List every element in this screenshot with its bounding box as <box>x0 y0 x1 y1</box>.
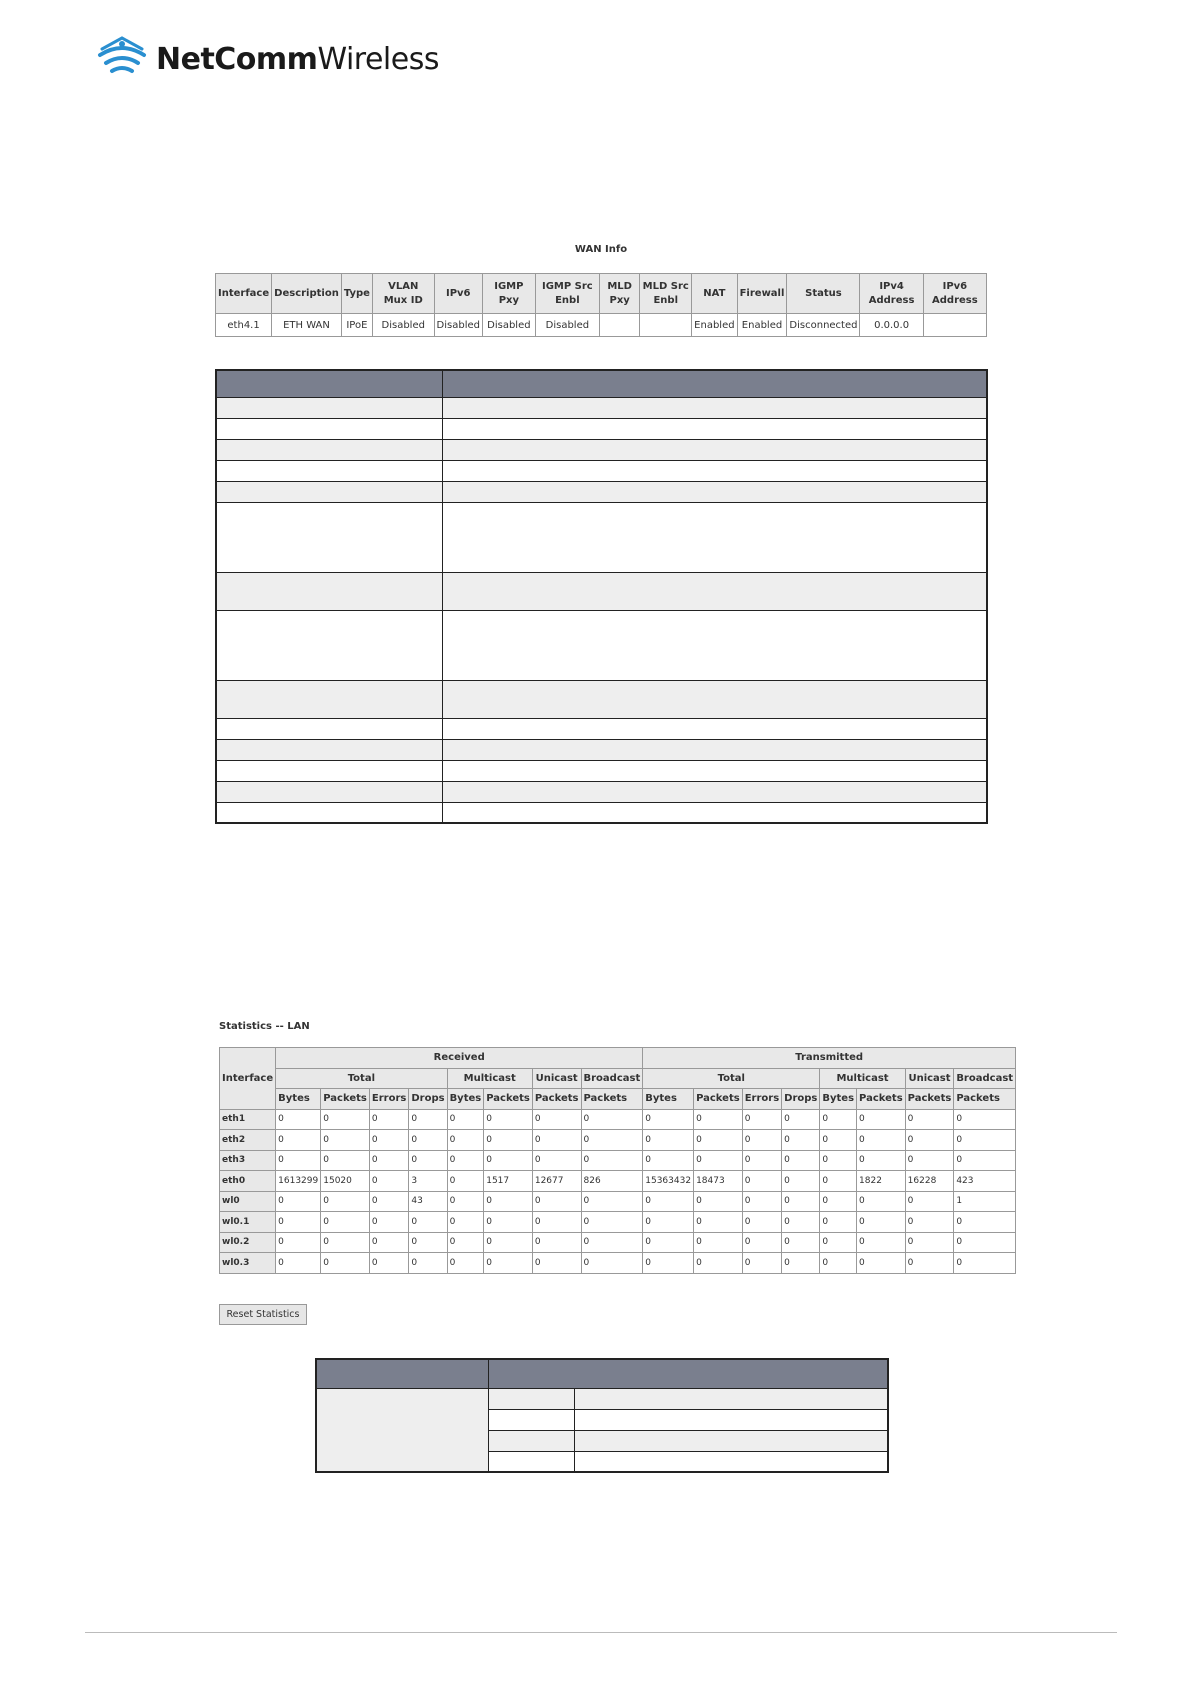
stats-cell: 0 <box>369 1253 408 1274</box>
stats-cell: 0 <box>694 1109 743 1130</box>
stats-cell: 0 <box>954 1130 1016 1151</box>
stats-col-header: Packets <box>905 1089 954 1110</box>
table-row <box>216 439 987 460</box>
table-row <box>220 1150 1016 1171</box>
stats-cell: 0 <box>532 1212 581 1233</box>
stats-cell: 0 <box>782 1232 820 1253</box>
stats-cell: 0 <box>905 1130 954 1151</box>
interface-name: wl0.1 <box>220 1212 276 1233</box>
rx-unicast-header: Unicast <box>532 1068 581 1089</box>
stats-cell: 0 <box>954 1253 1016 1274</box>
wan-cell: Disabled <box>372 314 434 337</box>
stats-cell: 0 <box>857 1191 906 1212</box>
statistics-lan-table <box>219 1047 1016 1274</box>
stats-cell: 1613299 <box>276 1171 321 1192</box>
stats-cell: 0 <box>782 1150 820 1171</box>
stats-cell: 0 <box>820 1191 857 1212</box>
statistics-field-table <box>315 1358 889 1473</box>
table-row <box>216 610 987 680</box>
stats-cell: 0 <box>532 1253 581 1274</box>
stats-cell: 0 <box>447 1150 484 1171</box>
stats-cell: 0 <box>447 1232 484 1253</box>
stats-cell: 0 <box>742 1130 781 1151</box>
stats-col-header: Bytes <box>276 1089 321 1110</box>
stats-cell: 0 <box>694 1150 743 1171</box>
stats-cell: 0 <box>532 1109 581 1130</box>
stats-cell: 0 <box>369 1212 408 1233</box>
stats-cell: 0 <box>581 1109 643 1130</box>
stats-cell: 0 <box>447 1191 484 1212</box>
tx-unicast-header: Unicast <box>905 1068 954 1089</box>
stats-cell: 0 <box>276 1253 321 1274</box>
table-row <box>216 760 987 781</box>
stats-cell: 0 <box>782 1253 820 1274</box>
stats-cell: 0 <box>409 1130 447 1151</box>
stats-col-header: Packets <box>532 1089 581 1110</box>
stats-cell: 0 <box>857 1253 906 1274</box>
stats-cell: 0 <box>321 1232 370 1253</box>
stats-cell: 0 <box>820 1109 857 1130</box>
stats-cell: 0 <box>643 1212 694 1233</box>
stats-cell: 0 <box>820 1171 857 1192</box>
table-header-row <box>316 1359 888 1388</box>
stats-cell: 0 <box>276 1232 321 1253</box>
wan-col-header: IPv4 Address <box>860 274 923 314</box>
stats-cell: 0 <box>369 1109 408 1130</box>
table-row <box>216 418 987 439</box>
stats-cell: 826 <box>581 1171 643 1192</box>
stats-cell: 0 <box>409 1150 447 1171</box>
table-row <box>216 802 987 823</box>
table-row <box>216 397 987 418</box>
stats-cell: 1 <box>954 1191 1016 1212</box>
table-row <box>220 1253 1016 1274</box>
stats-cell: 0 <box>369 1171 408 1192</box>
wan-col-header: Firewall <box>737 274 787 314</box>
stats-cell: 15020 <box>321 1171 370 1192</box>
stats-cell: 0 <box>321 1253 370 1274</box>
stats-cell: 0 <box>369 1191 408 1212</box>
stats-cell: 0 <box>276 1109 321 1130</box>
wan-col-header: MLD Src Enbl <box>640 274 692 314</box>
stats-cell: 0 <box>369 1130 408 1151</box>
stats-cell: 0 <box>643 1191 694 1212</box>
wan-cell: ETH WAN <box>272 314 342 337</box>
table-row <box>216 680 987 718</box>
wan-col-header: IGMP Src Enbl <box>535 274 599 314</box>
stats-cell: 0 <box>321 1150 370 1171</box>
stats-cell: 0 <box>532 1191 581 1212</box>
stats-cell: 0 <box>581 1253 643 1274</box>
wan-header-row <box>216 274 987 314</box>
stats-cell: 0 <box>447 1212 484 1233</box>
interface-name: eth2 <box>220 1130 276 1151</box>
stats-cell: 0 <box>905 1150 954 1171</box>
interface-name: wl0.2 <box>220 1232 276 1253</box>
stats-cell: 0 <box>857 1150 906 1171</box>
table-row <box>220 1212 1016 1233</box>
stats-col-header: Packets <box>321 1089 370 1110</box>
wan-data-row <box>216 314 987 337</box>
transmitted-header: Transmitted <box>643 1048 1016 1069</box>
table-row <box>220 1130 1016 1151</box>
stats-cell: 0 <box>820 1130 857 1151</box>
stats-cell: 0 <box>276 1191 321 1212</box>
stats-cell: 0 <box>954 1232 1016 1253</box>
stats-cell: 0 <box>484 1232 533 1253</box>
table-header-row <box>216 370 987 397</box>
stats-col-header: Packets <box>484 1089 533 1110</box>
wan-cell: Disconnected <box>787 314 860 337</box>
stats-column-header-row <box>220 1089 1016 1110</box>
stats-cell: 0 <box>742 1253 781 1274</box>
wan-col-header: Status <box>787 274 860 314</box>
stats-cell: 0 <box>857 1232 906 1253</box>
wan-cell: eth4.1 <box>216 314 272 337</box>
stats-cell: 0 <box>532 1150 581 1171</box>
field-description-table <box>215 369 988 824</box>
stats-group-header-row <box>220 1048 1016 1069</box>
stats-cell: 3 <box>409 1171 447 1192</box>
stats-cell: 0 <box>905 1191 954 1212</box>
wan-cell <box>640 314 692 337</box>
stats-cell: 0 <box>954 1212 1016 1233</box>
stats-cell: 0 <box>369 1232 408 1253</box>
wan-cell: Enabled <box>692 314 737 337</box>
rx-multicast-header: Multicast <box>447 1068 532 1089</box>
wan-col-header: Type <box>341 274 372 314</box>
stats-cell: 0 <box>857 1212 906 1233</box>
wan-col-header: IPv6 <box>434 274 482 314</box>
stats-cell: 12677 <box>532 1171 581 1192</box>
stats-cell: 0 <box>694 1130 743 1151</box>
stats-cell: 0 <box>643 1150 694 1171</box>
stats-cell: 0 <box>742 1109 781 1130</box>
stats-cell: 0 <box>276 1212 321 1233</box>
stats-cell: 0 <box>694 1212 743 1233</box>
stats-col-header: Errors <box>742 1089 781 1110</box>
table-row <box>220 1171 1016 1192</box>
stats-cell: 1517 <box>484 1171 533 1192</box>
stats-cell: 0 <box>820 1150 857 1171</box>
stats-cell: 43 <box>409 1191 447 1212</box>
stats-col-header: Bytes <box>447 1089 484 1110</box>
rx-total-header: Total <box>276 1068 447 1089</box>
stats-cell: 0 <box>369 1150 408 1171</box>
wan-col-header: MLD Pxy <box>600 274 640 314</box>
stats-col-header: Bytes <box>820 1089 857 1110</box>
stats-cell: 0 <box>484 1109 533 1130</box>
rx-broadcast-header: Broadcast <box>581 1068 643 1089</box>
stats-cell: 0 <box>581 1232 643 1253</box>
stats-cell: 0 <box>820 1232 857 1253</box>
stats-cell: 0 <box>820 1212 857 1233</box>
table-row <box>216 502 987 572</box>
stats-cell: 0 <box>782 1109 820 1130</box>
stats-cell: 0 <box>643 1232 694 1253</box>
interface-name: wl0 <box>220 1191 276 1212</box>
stats-cell: 0 <box>643 1253 694 1274</box>
stats-cell: 0 <box>782 1191 820 1212</box>
stats-cell: 15363432 <box>643 1171 694 1192</box>
footer-divider <box>85 1632 1117 1633</box>
stats-cell: 0 <box>484 1212 533 1233</box>
stats-col-header: Bytes <box>643 1089 694 1110</box>
wan-cell: Enabled <box>737 314 787 337</box>
stats-body <box>220 1109 1016 1273</box>
stats-cell: 0 <box>742 1232 781 1253</box>
stats-cell: 0 <box>276 1130 321 1151</box>
stats-cell: 0 <box>409 1212 447 1233</box>
stats-cell: 0 <box>782 1212 820 1233</box>
stats-cell: 0 <box>954 1150 1016 1171</box>
stats-cell: 0 <box>321 1109 370 1130</box>
stats-cell: 0 <box>581 1212 643 1233</box>
table-row <box>216 739 987 760</box>
reset-statistics-button[interactable]: Reset Statistics <box>219 1304 307 1325</box>
stats-cell: 0 <box>276 1150 321 1171</box>
stats-cell: 0 <box>409 1109 447 1130</box>
table-row <box>220 1109 1016 1130</box>
stats-cell: 0 <box>782 1171 820 1192</box>
stats-cell: 0 <box>643 1130 694 1151</box>
stats-cell: 0 <box>532 1232 581 1253</box>
stats-cell: 0 <box>820 1253 857 1274</box>
stats-cell: 18473 <box>694 1171 743 1192</box>
stats-cell: 0 <box>581 1191 643 1212</box>
wan-cell: IPoE <box>341 314 372 337</box>
interface-name: wl0.3 <box>220 1253 276 1274</box>
stats-cell: 0 <box>643 1109 694 1130</box>
stats-cell: 0 <box>321 1130 370 1151</box>
table-row <box>216 572 987 610</box>
stats-cell: 0 <box>409 1253 447 1274</box>
stats-cell: 0 <box>484 1130 533 1151</box>
stats-cell: 0 <box>694 1191 743 1212</box>
stats-sub-header-row <box>220 1068 1016 1089</box>
stats-cell: 0 <box>857 1130 906 1151</box>
tx-multicast-header: Multicast <box>820 1068 905 1089</box>
table-row <box>220 1191 1016 1212</box>
stats-cell: 0 <box>447 1109 484 1130</box>
table-row <box>216 460 987 481</box>
stats-cell: 0 <box>484 1253 533 1274</box>
stats-cell: 0 <box>581 1150 643 1171</box>
stats-cell: 0 <box>905 1212 954 1233</box>
wan-cell <box>600 314 640 337</box>
interface-name: eth0 <box>220 1171 276 1192</box>
stats-cell: 0 <box>409 1232 447 1253</box>
stats-cell: 0 <box>954 1109 1016 1130</box>
wan-cell: Disabled <box>434 314 482 337</box>
stats-col-header: Errors <box>369 1089 408 1110</box>
stats-cell: 1822 <box>857 1171 906 1192</box>
wan-cell: 0.0.0.0 <box>860 314 923 337</box>
wan-info-title: WAN Info <box>574 244 628 255</box>
stats-cell: 0 <box>782 1130 820 1151</box>
stats-cell: 0 <box>532 1130 581 1151</box>
wan-cell <box>923 314 986 337</box>
stats-cell: 0 <box>484 1150 533 1171</box>
wan-cell: Disabled <box>482 314 535 337</box>
stats-cell: 423 <box>954 1171 1016 1192</box>
stats-cell: 0 <box>742 1212 781 1233</box>
stats-cell: 0 <box>742 1150 781 1171</box>
stats-col-header: Drops <box>409 1089 447 1110</box>
interface-name: eth1 <box>220 1109 276 1130</box>
wan-col-header: VLAN Mux ID <box>372 274 434 314</box>
stats-cell: 0 <box>581 1130 643 1151</box>
stats-col-header: Packets <box>857 1089 906 1110</box>
wan-cell: Disabled <box>535 314 599 337</box>
stats-cell: 0 <box>905 1109 954 1130</box>
stats-cell: 0 <box>447 1253 484 1274</box>
interface-name: eth3 <box>220 1150 276 1171</box>
received-header: Received <box>276 1048 643 1069</box>
stats-cell: 0 <box>694 1253 743 1274</box>
table-row <box>216 481 987 502</box>
wan-col-header: IPv6 Address <box>923 274 986 314</box>
wan-col-header: Interface <box>216 274 272 314</box>
stats-cell: 0 <box>447 1130 484 1151</box>
stats-cell: 0 <box>321 1191 370 1212</box>
stats-cell: 16228 <box>905 1171 954 1192</box>
wan-info-table <box>215 273 987 337</box>
stats-cell: 0 <box>321 1212 370 1233</box>
stats-cell: 0 <box>694 1232 743 1253</box>
table-row <box>216 718 987 739</box>
stats-cell: 0 <box>742 1191 781 1212</box>
stats-cell: 0 <box>905 1253 954 1274</box>
stats-cell: 0 <box>447 1171 484 1192</box>
stats-cell: 0 <box>905 1232 954 1253</box>
wan-col-header: IGMP Pxy <box>482 274 535 314</box>
wan-col-header: NAT <box>692 274 737 314</box>
stats-cell: 0 <box>484 1191 533 1212</box>
table-row <box>220 1232 1016 1253</box>
interface-header: Interface <box>220 1048 276 1110</box>
statistics-lan-title: Statistics -- LAN <box>219 1021 310 1032</box>
stats-col-header: Packets <box>694 1089 743 1110</box>
stats-col-header: Packets <box>954 1089 1016 1110</box>
wan-col-header: Description <box>272 274 342 314</box>
stats-cell: 0 <box>857 1109 906 1130</box>
logo-wordmark: NetCommWireless <box>156 41 439 77</box>
tx-broadcast-header: Broadcast <box>954 1068 1016 1089</box>
tx-total-header: Total <box>643 1068 820 1089</box>
netcomm-logo <box>96 34 439 84</box>
stats-cell: 0 <box>742 1171 781 1192</box>
table-row <box>216 781 987 802</box>
table-row <box>316 1388 888 1409</box>
stats-col-header: Packets <box>581 1089 643 1110</box>
stats-col-header: Drops <box>782 1089 820 1110</box>
wifi-logo-icon <box>96 35 148 83</box>
